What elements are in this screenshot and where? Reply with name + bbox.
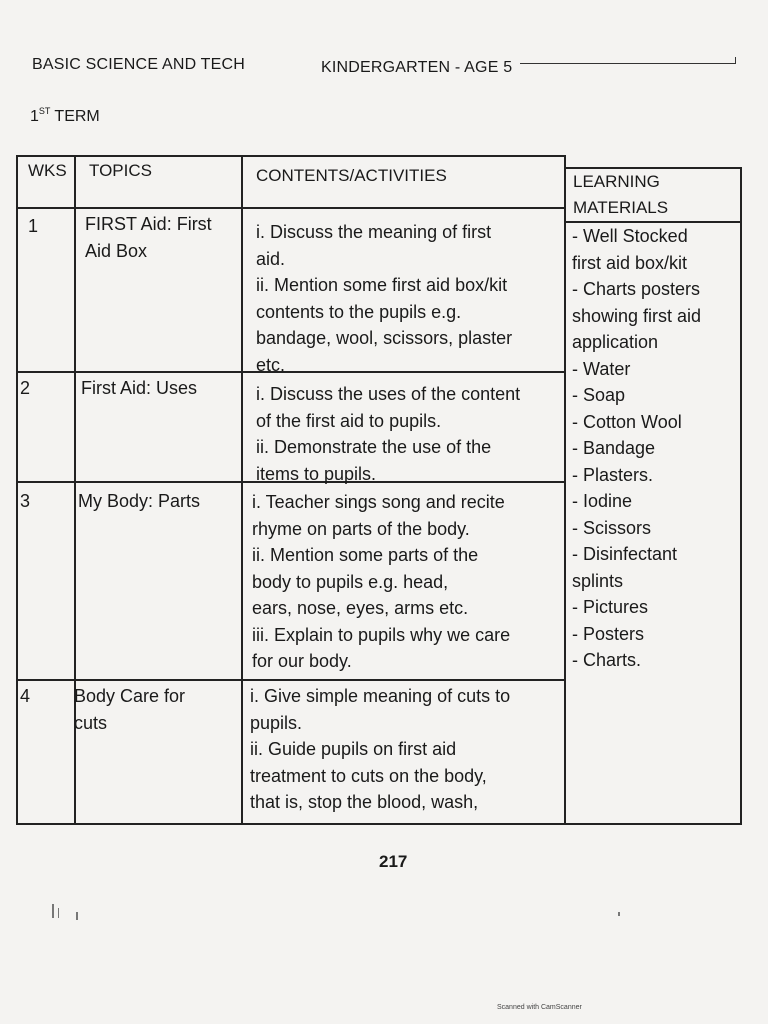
contents-line: i. Discuss the meaning of first <box>256 222 492 242</box>
term-suffix: ST <box>38 106 51 116</box>
contents-line: ii. Guide pupils on first aid <box>250 739 457 759</box>
col-header-topics: TOPICS <box>89 161 152 180</box>
header-row-divider <box>16 207 564 209</box>
material-item: - Bandage <box>572 438 656 458</box>
contents-line: of the first aid to pupils. <box>256 410 442 431</box>
topic-3 <box>78 488 200 515</box>
scan-speck <box>76 912 78 920</box>
material-item: - Pictures <box>572 597 649 617</box>
col-header-materials-line1: LEARNING <box>573 172 660 191</box>
contents-line: bandage, wool, scissors, plaster <box>256 328 513 348</box>
contents-4 <box>250 683 510 816</box>
material-item: - Scissors <box>572 517 652 538</box>
contents-line: i. Give simple meaning of cuts to <box>250 686 511 706</box>
contents-line: items to pupils. <box>256 463 377 484</box>
topics-divider <box>241 155 243 825</box>
col-header-contents: CONTENTS/ACTIVITIES <box>256 166 447 185</box>
contents-3 <box>252 489 510 675</box>
contents-line: aid. <box>256 248 286 269</box>
page-number: 217 <box>379 852 408 871</box>
material-item: - Soap <box>572 385 626 405</box>
material-item: - Posters <box>572 623 645 644</box>
term-heading <box>30 106 100 126</box>
week-1: 1 <box>28 216 39 236</box>
header-rule-tick <box>735 57 736 64</box>
topic-1-line: Aid Box <box>85 240 148 261</box>
contents-line: contents to the pupils e.g. <box>256 301 462 322</box>
week-4: 4 <box>20 686 31 706</box>
scheme-table <box>16 155 742 825</box>
week-3: 3 <box>20 491 31 511</box>
term-word: TERM <box>54 108 100 125</box>
contents-line: ears, nose, eyes, arms etc. <box>252 598 469 618</box>
topic-1-line: FIRST Aid: First <box>85 214 212 234</box>
topic-4-line: Body Care for <box>74 686 186 706</box>
topic-2 <box>81 375 197 402</box>
table-border-right <box>740 167 742 825</box>
contents-line: ii. Mention some parts of the <box>252 545 479 565</box>
material-item: - Iodine <box>572 491 633 511</box>
contents-line: iii. Explain to pupils why we care <box>252 624 511 645</box>
contents-line: i. Discuss the uses of the content <box>256 384 521 404</box>
contents-line: pupils. <box>250 712 303 733</box>
table-border-left <box>16 155 18 825</box>
contents-line: etc. <box>256 354 286 375</box>
contents-line: ii. Demonstrate the use of the <box>256 437 492 457</box>
contents-line: ii. Mention some first aid box/kit <box>256 275 508 295</box>
material-item: showing first aid <box>572 305 702 326</box>
contents-line: for our body. <box>252 651 352 671</box>
topic-4 <box>74 683 185 736</box>
col-header-materials-line2: MATERIALS <box>573 198 669 217</box>
week-2: 2 <box>20 378 31 398</box>
contents-line: i. Teacher sings song and recite <box>252 492 505 512</box>
material-item: - Water <box>572 358 631 379</box>
material-item: first aid box/kit <box>572 252 688 273</box>
contents-line: that is, stop the blood, wash, <box>250 792 479 812</box>
scan-speck <box>52 904 54 918</box>
scan-speck <box>58 908 59 918</box>
table-border-top <box>16 155 564 157</box>
contents-line: treatment to cuts on the body, <box>250 765 487 786</box>
material-item: - Well Stocked <box>572 226 688 246</box>
contents-line: body to pupils e.g. head, <box>252 571 449 592</box>
topic-2-line: First Aid: Uses <box>81 378 198 398</box>
topic-4-line: cuts <box>74 712 108 733</box>
topic-3-line: My Body: Parts <box>78 491 201 511</box>
col-header-wks: WKS <box>28 161 67 180</box>
table-border-bottom <box>16 823 742 825</box>
topic-1 <box>85 211 212 264</box>
material-item: - Cotton Wool <box>572 411 682 432</box>
contents-line: rhyme on parts of the body. <box>252 518 470 539</box>
col-header-materials <box>573 169 668 221</box>
class-heading: KINDERGARTEN - AGE 5 <box>321 59 513 76</box>
contents-divider <box>564 155 566 825</box>
material-item: - Disinfectant <box>572 544 678 564</box>
contents-2 <box>256 381 520 487</box>
material-item: - Plasters. <box>572 464 654 485</box>
scan-speck <box>618 912 620 916</box>
scanner-watermark: Scanned with CamScanner <box>497 1004 582 1011</box>
contents-1 <box>256 219 512 378</box>
row-divider-3 <box>16 679 564 681</box>
header-rule <box>520 63 735 64</box>
learning-materials-list <box>572 223 701 674</box>
material-item: application <box>572 332 659 352</box>
material-item: - Charts posters <box>572 279 701 299</box>
material-item: - Charts. <box>572 650 642 670</box>
term-number: 1 <box>30 108 39 125</box>
subject-heading: BASIC SCIENCE AND TECH <box>32 56 246 73</box>
material-item: splints <box>572 570 624 591</box>
